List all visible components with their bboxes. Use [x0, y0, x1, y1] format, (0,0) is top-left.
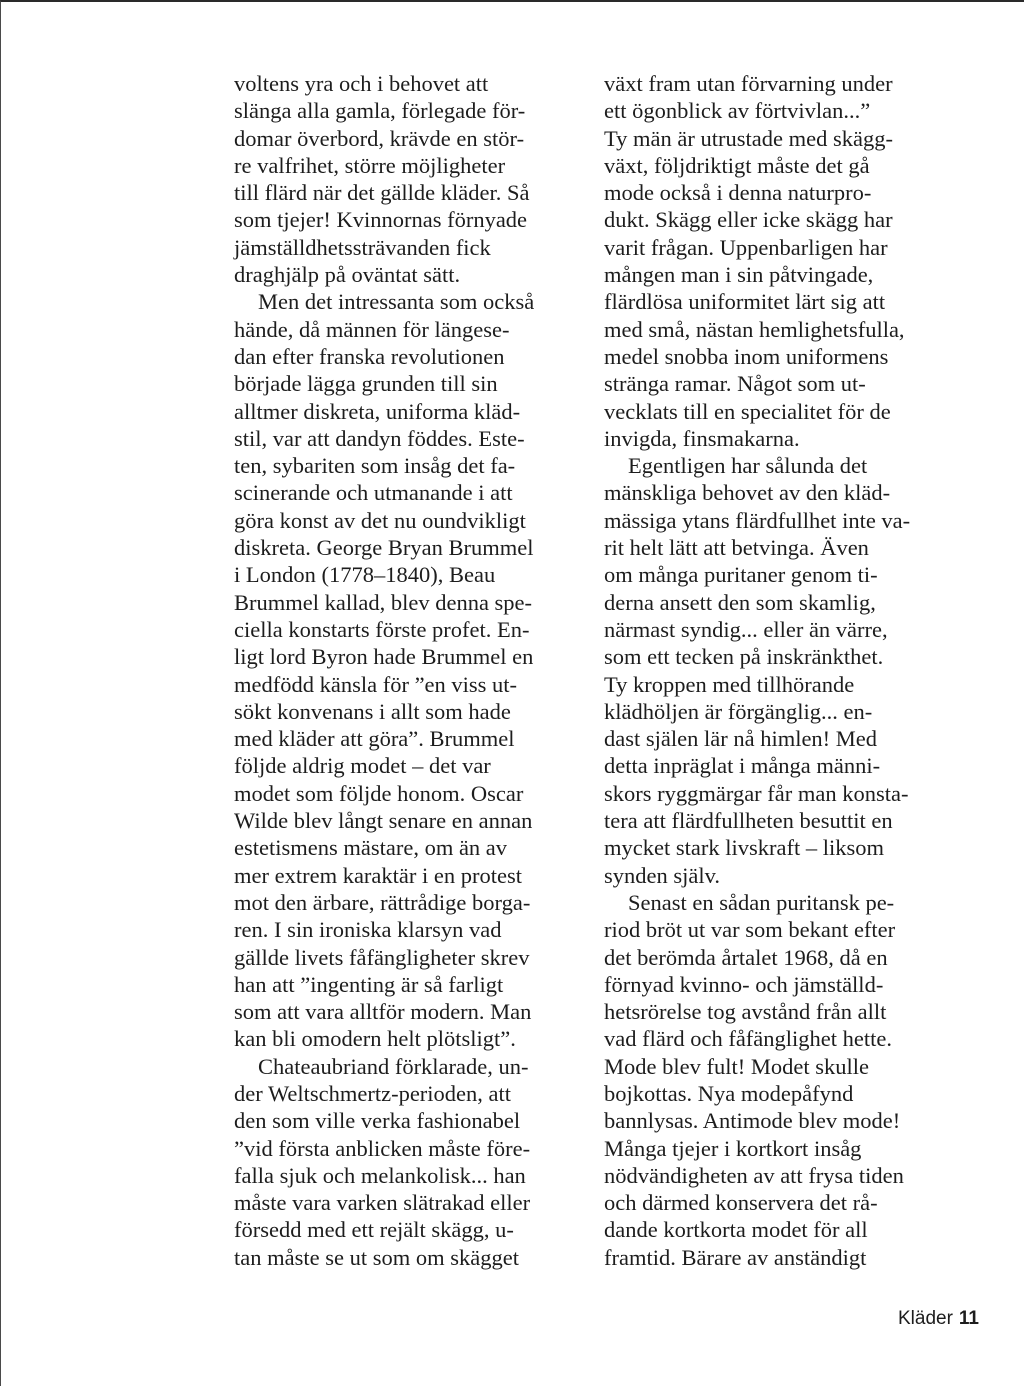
text-line: framtid. Bärare av anständigt — [604, 1244, 867, 1270]
page-number: 11 — [958, 1308, 979, 1329]
text-line: tan måste se ut som om skägget — [234, 1244, 519, 1270]
text-line: skors ryggmärgar får man konsta- — [604, 780, 909, 806]
text-line: sökt konvenans i allt som hade — [234, 698, 511, 724]
text-line: klädhöljen är förgänglig... en- — [604, 698, 873, 724]
paragraph-start-line: Egentligen har sålunda det — [628, 453, 868, 479]
text-line: nödvändigheten av att frysa tiden — [604, 1162, 904, 1188]
text-line: hetsrörelse tog avstånd från allt — [604, 999, 887, 1025]
text-line: stil, var att dandyn föddes. Este- — [234, 425, 525, 451]
text-line: måste vara varken slätrakad eller — [234, 1190, 531, 1216]
text-line: varit frågan. Uppenbarligen har — [604, 234, 888, 260]
text-line: draghjälp på oväntat sätt. — [234, 262, 461, 288]
right-text-column — [604, 70, 960, 1271]
paragraph-start-line: Chateaubriand förklarade, un- — [258, 1053, 529, 1079]
text-line: jämställdhetssträvanden fick — [234, 234, 491, 260]
text-line: tera att flärdfullheten besuttit en — [604, 808, 893, 834]
text-line: mer extrem karaktär i en protest — [234, 862, 522, 888]
section-name: Kläder — [897, 1308, 953, 1329]
text-line: i London (1778–1840), Beau — [234, 562, 496, 588]
page-footer — [898, 1308, 979, 1330]
text-line: medfödd känsla för ”en viss ut- — [234, 671, 518, 697]
text-line: ”vid första anblicken måste före- — [234, 1135, 531, 1161]
text-line: ligt lord Byron hade Brummel en — [234, 644, 534, 670]
text-line: Brummel kallad, blev denna spe- — [234, 589, 533, 615]
text-line: Wilde blev långt senare en annan — [234, 808, 533, 834]
text-line: dan efter franska revolutionen — [234, 343, 505, 369]
text-line: ten, sybariten som insåg det fa- — [234, 453, 516, 479]
text-line: mode också i denna naturpro- — [604, 180, 872, 206]
text-line: alltmer diskreta, uniforma kläd- — [234, 398, 521, 424]
text-line: med kläder att göra”. Brummel — [234, 726, 515, 752]
text-line: ett ögonblick av förtvivlan...” — [604, 98, 871, 124]
text-line: göra konst av det nu oundvikligt — [234, 507, 526, 533]
text-line: ren. I sin ironiska klarsyn vad — [234, 917, 502, 943]
text-line: ciella konstarts förste profet. En- — [234, 616, 530, 642]
text-line: växt fram utan förvarning under — [604, 71, 893, 96]
text-line: rit helt lätt att betvinga. Även — [604, 535, 869, 561]
text-line: följde aldrig modet – det var — [234, 753, 491, 779]
text-line: kan bli omodern helt plötsligt”. — [234, 1026, 516, 1052]
text-line: falla sjuk och melankolisk... han — [234, 1162, 526, 1188]
text-line: voltens yra och i behovet att — [234, 71, 489, 96]
text-line: mänskliga behovet av den kläd- — [604, 480, 891, 506]
text-line: som ett tecken på inskränkthet. — [604, 644, 884, 670]
left-text-column — [234, 70, 590, 1271]
text-line: Ty män är utrustade med skägg- — [604, 125, 893, 151]
text-line: närmast syndig... eller än värre, — [604, 616, 888, 642]
text-line: mässiga ytans flärdfullhet inte va- — [604, 507, 911, 533]
text-line: invigda, finsmakarna. — [604, 425, 800, 451]
text-line: stränga ramar. Något som ut- — [604, 371, 866, 397]
text-line: slänga alla gamla, förlegade för- — [234, 98, 526, 124]
text-line: som att vara alltför modern. Man — [234, 999, 532, 1025]
text-line: förnyad kvinno- och jämställd- — [604, 971, 884, 997]
text-line: den som ville verka fashionabel — [234, 1108, 521, 1134]
text-line: diskreta. George Bryan Brummel — [234, 535, 534, 561]
text-line: gällde livets fåfängligheter skrev — [234, 944, 530, 970]
text-line: dukt. Skägg eller icke skägg har — [604, 207, 893, 233]
text-line: flärdlösa uniformitet lärt sig att — [604, 289, 886, 315]
text-line: dande kortkorta modet för all — [604, 1217, 868, 1243]
text-line: mycket stark livskraft – liksom — [604, 835, 884, 861]
text-line: mot den ärbare, rättrådige borga- — [234, 889, 531, 915]
text-line: der Weltschmertz-perioden, att — [234, 1080, 512, 1106]
text-line: riod bröt ut var som bekant efter — [604, 917, 896, 943]
text-line: bannlysas. Antimode blev mode! — [604, 1108, 901, 1134]
text-line: synden själv. — [604, 862, 721, 888]
text-line: och därmed konservera det rå- — [604, 1190, 878, 1216]
text-line: hände, då männen för längese- — [234, 316, 510, 342]
text-line: estetismens mästare, om än av — [234, 835, 508, 861]
text-line: detta inpräglat i många männi- — [604, 753, 881, 779]
text-line: dast själen lär nå himlen! Med — [604, 726, 878, 752]
paragraph-start-line: Men det intressanta som också — [258, 289, 535, 315]
text-line: modet som följde honom. Oscar — [234, 780, 524, 806]
text-line: vad flärd och fåfänglighet hette. — [604, 1026, 892, 1052]
text-line: Ty kroppen med tillhörande — [604, 671, 855, 697]
text-line: växt, följdriktigt måste det gå — [604, 152, 870, 178]
text-line: medel snobba inom uniformens — [604, 343, 889, 369]
text-line: mången man i sin påtvingade, — [604, 262, 874, 288]
text-line: vecklats till en specialitet för de — [604, 398, 891, 424]
text-line: försedd med ett rejält skägg, u- — [234, 1217, 514, 1243]
text-line: re valfrihet, större möjligheter — [234, 152, 506, 178]
text-line: det berömda årtalet 1968, då en — [604, 944, 888, 970]
text-line: bojkottas. Nya modepåfynd — [604, 1080, 854, 1106]
text-line: han att ”ingenting är så farligt — [234, 971, 504, 997]
text-line: om många puritaner genom ti- — [604, 562, 878, 588]
text-line: som tjejer! Kvinnornas förnyade — [234, 207, 528, 233]
text-line: scinerande och utmanande i att — [234, 480, 513, 506]
text-line: med små, nästan hemlighetsfulla, — [604, 316, 905, 342]
text-line: Mode blev fult! Modet skulle — [604, 1053, 869, 1079]
paragraph-start-line: Senast en sådan puritansk pe- — [628, 889, 895, 915]
text-line: till flärd när det gällde kläder. Så — [234, 180, 530, 206]
text-line: derna ansett den som skamlig, — [604, 589, 876, 615]
text-line: Många tjejer i kortkort insåg — [604, 1135, 862, 1161]
text-line: domar överbord, krävde en stör- — [234, 125, 525, 151]
text-line: började lägga grunden till sin — [234, 371, 498, 397]
